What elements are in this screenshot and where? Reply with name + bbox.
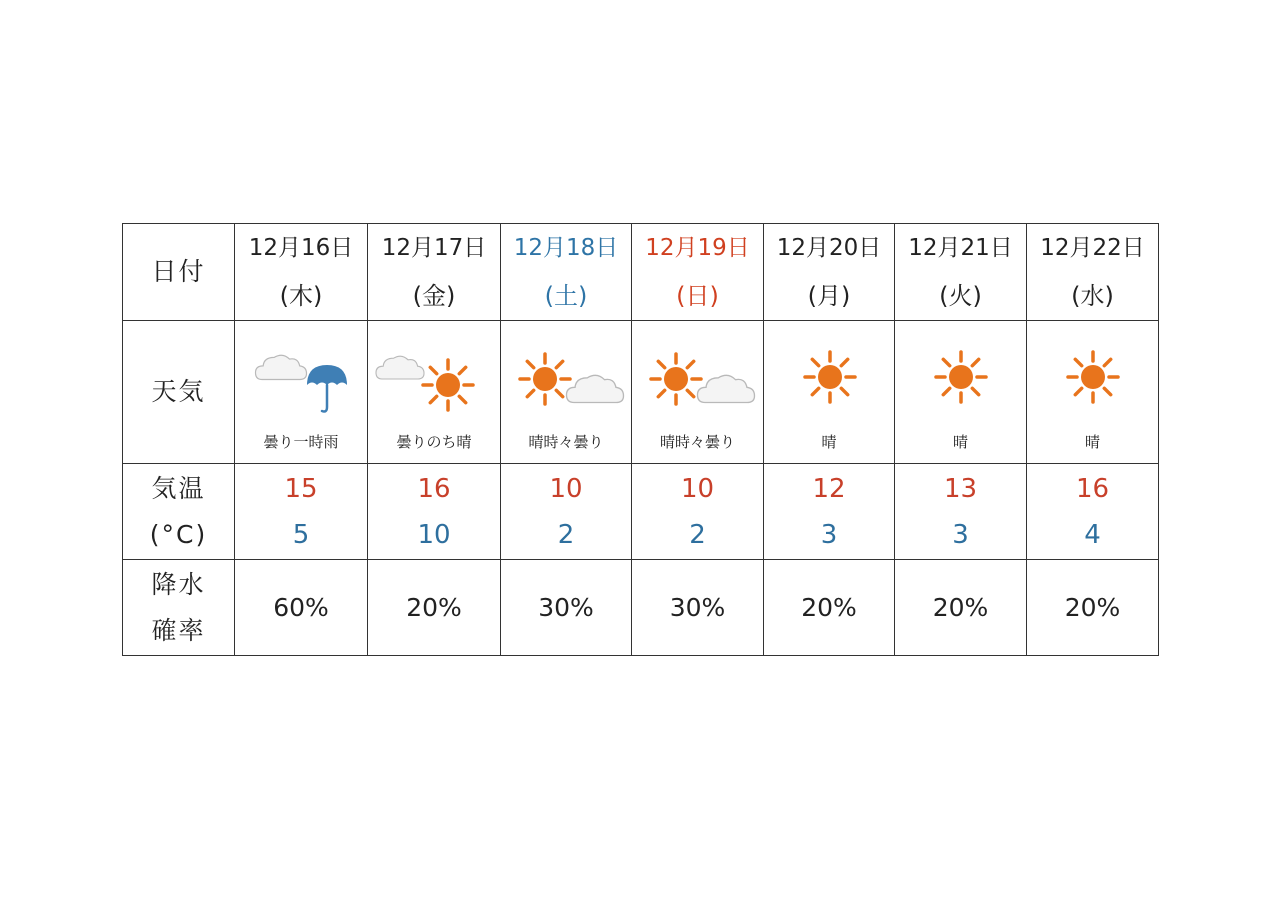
date-text: 12月20日 xyxy=(776,235,882,261)
weather-icons xyxy=(632,331,763,421)
temperature-cell-0 xyxy=(235,464,368,560)
weather-cell-0 xyxy=(235,321,368,464)
weather-cell-6 xyxy=(1027,321,1159,464)
weather-row-header xyxy=(123,321,235,464)
low-temp: 2 xyxy=(689,519,706,550)
low-temp: 5 xyxy=(292,519,310,550)
day-of-week: (金) xyxy=(412,282,456,310)
date-row xyxy=(123,224,1159,321)
probability-label: 確率 xyxy=(151,615,206,645)
cloud-icon xyxy=(698,375,755,402)
temperature-cell-6 xyxy=(1027,464,1159,560)
high-temp: 15 xyxy=(284,473,318,504)
weather-icons xyxy=(895,331,1026,421)
sun-icon xyxy=(520,354,570,404)
high-temp: 12 xyxy=(812,473,846,504)
temperature-label: 気温 xyxy=(151,473,206,503)
day-of-week: (日) xyxy=(676,282,719,310)
weather-description: 晴 xyxy=(1084,433,1100,451)
temperature-cell-5 xyxy=(895,464,1027,560)
precipitation-percent: 30% xyxy=(538,593,594,622)
low-temp: 3 xyxy=(952,519,969,550)
high-temp: 16 xyxy=(1075,473,1110,504)
temperature-cell-1 xyxy=(368,464,501,560)
date-text: 12月22日 xyxy=(1040,235,1145,261)
day-of-week: (土) xyxy=(544,282,588,310)
precipitation-percent: 20% xyxy=(1064,593,1121,622)
weather-forecast-table xyxy=(122,223,1159,656)
sun-icon xyxy=(936,352,986,402)
cloud-icon xyxy=(567,375,624,402)
weather-cell-4 xyxy=(764,321,895,464)
precipitation-cell-1 xyxy=(368,560,501,656)
precipitation-percent: 20% xyxy=(406,593,462,622)
day-of-week: (火) xyxy=(939,282,982,310)
date-label: 日付 xyxy=(151,257,206,286)
precipitation-percent: 20% xyxy=(801,593,857,622)
umbrella-icon xyxy=(307,365,347,412)
weather-description: 晴 xyxy=(952,433,968,451)
precipitation-percent: 60% xyxy=(273,593,329,622)
day-of-week: (水) xyxy=(1071,282,1114,310)
weather-cell-2 xyxy=(501,321,632,464)
cloud-icon xyxy=(376,356,424,379)
weather-icons xyxy=(764,331,894,421)
weather-icons xyxy=(501,331,631,421)
date-text: 12月18日 xyxy=(513,235,619,261)
weather-icons xyxy=(368,331,500,421)
weather-cell-1 xyxy=(368,321,501,464)
date-text: 12月17日 xyxy=(381,235,487,261)
day-of-week: (月) xyxy=(807,282,851,310)
temperature-cell-4 xyxy=(764,464,895,560)
date-cell-1 xyxy=(368,224,501,321)
weather-icons xyxy=(235,331,367,421)
precipitation-percent: 20% xyxy=(932,593,989,622)
low-temp: 2 xyxy=(557,519,575,550)
weather-description: 晴 xyxy=(821,433,837,451)
date-text: 12月21日 xyxy=(908,235,1013,261)
temperature-row xyxy=(123,464,1159,560)
day-of-week: (木) xyxy=(279,282,323,310)
date-cell-0 xyxy=(235,224,368,321)
temperature-cell-2 xyxy=(501,464,632,560)
date-cell-2 xyxy=(501,224,632,321)
sun-icon xyxy=(805,352,855,402)
precipitation-label: 降水 xyxy=(151,569,206,599)
weather-row xyxy=(123,321,1159,464)
precipitation-cell-0 xyxy=(235,560,368,656)
date-cell-6 xyxy=(1027,224,1159,321)
precipitation-cell-4 xyxy=(764,560,895,656)
temperature-unit-label: (°C) xyxy=(149,519,208,549)
precipitation-row-header xyxy=(123,560,235,656)
weather-description: 晴時々曇り xyxy=(659,433,735,451)
precipitation-cell-2 xyxy=(501,560,632,656)
weather-cell-3 xyxy=(632,321,764,464)
high-temp: 10 xyxy=(549,473,583,504)
sun-icon xyxy=(1068,352,1118,402)
date-cell-5 xyxy=(895,224,1027,321)
weather-description: 曇りのち晴 xyxy=(396,433,472,451)
date-cell-3 xyxy=(632,224,764,321)
date-text: 12月19日 xyxy=(645,235,750,261)
precipitation-percent: 30% xyxy=(669,593,726,622)
precipitation-cell-3 xyxy=(632,560,764,656)
high-temp: 16 xyxy=(417,473,451,504)
precipitation-cell-6 xyxy=(1027,560,1159,656)
high-temp: 13 xyxy=(943,473,978,504)
low-temp: 4 xyxy=(1084,519,1101,550)
weather-icons xyxy=(1027,331,1158,421)
weather-description: 晴時々曇り xyxy=(528,433,604,451)
weather-description: 曇り一時雨 xyxy=(263,433,339,451)
low-temp: 10 xyxy=(417,519,451,550)
low-temp: 3 xyxy=(820,519,838,550)
weather-label: 天気 xyxy=(151,377,206,406)
date-cell-4 xyxy=(764,224,895,321)
cloud-icon xyxy=(256,355,307,379)
weather-cell-5 xyxy=(895,321,1027,464)
sun-icon xyxy=(423,360,473,410)
temperature-cell-3 xyxy=(632,464,764,560)
temperature-row-header xyxy=(123,464,235,560)
sun-icon xyxy=(651,354,701,404)
date-row-header xyxy=(123,224,235,321)
precipitation-row xyxy=(123,560,1159,656)
high-temp: 10 xyxy=(680,473,715,504)
precipitation-cell-5 xyxy=(895,560,1027,656)
date-text: 12月16日 xyxy=(248,235,354,261)
